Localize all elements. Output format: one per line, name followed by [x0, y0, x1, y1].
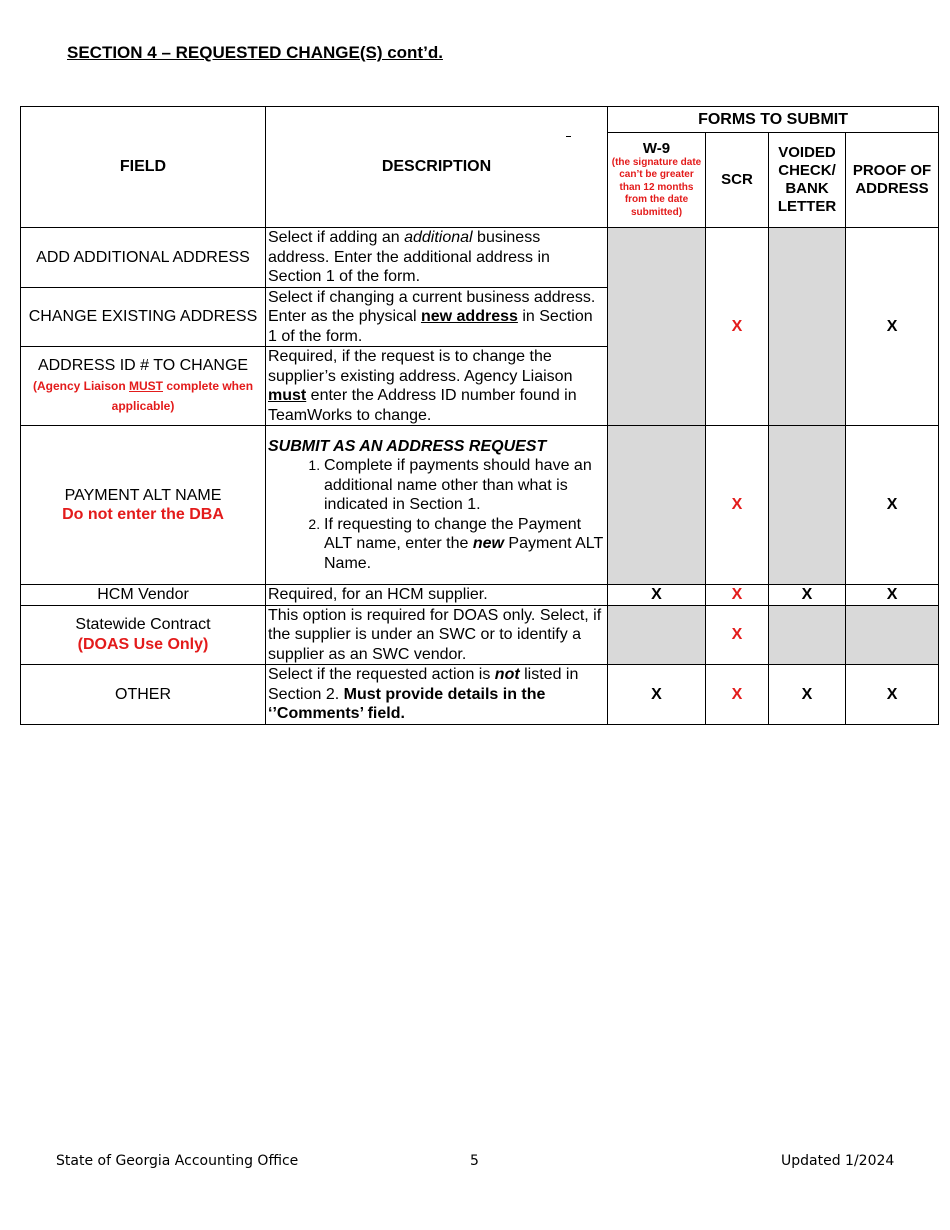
w9-header: [608, 133, 706, 228]
requested-changes-table: [20, 106, 939, 725]
hcm-field: HCM Vendor: [21, 585, 266, 606]
field-header: FIELD: [21, 107, 266, 228]
hcm-description: Required, for an HCM supplier.: [266, 585, 608, 606]
payment-alt-description: [266, 426, 608, 585]
other-field: OTHER: [21, 665, 266, 725]
footer-updated-date: Updated 1/2024: [781, 1153, 895, 1169]
other-voided-mark: X: [769, 665, 846, 725]
payment-alt-step-2-emphasis: new: [472, 535, 504, 553]
add-address-desc-emphasis: additional: [404, 229, 473, 246]
statewide-field-label: Statewide Contract: [75, 616, 211, 634]
statewide-voided-cell: [769, 605, 846, 665]
section-title: SECTION 4 – REQUESTED CHANGE(S) cont’d.: [67, 43, 443, 62]
payment-alt-field-label: PAYMENT ALT NAME: [64, 486, 222, 504]
change-address-desc-text-2: in Section 1 of the form.: [268, 308, 593, 345]
other-description: [266, 665, 608, 725]
address-scr-mark: X: [706, 228, 769, 426]
payment-alt-desc-heading-text: SUBMIT AS AN ADDRESS REQUEST: [268, 437, 547, 455]
statewide-scr-mark: X: [706, 605, 769, 665]
address-id-note-text: (Agency Liaison: [32, 378, 129, 393]
other-scr-mark: X: [706, 665, 769, 725]
payment-alt-voided-cell: [769, 426, 846, 585]
footer-organization: State of Georgia Accounting Office: [56, 1153, 299, 1169]
w9-header-note: (the signature date can’t be greater than 12 months from the date submitted): [611, 156, 702, 218]
payment-alt-step-2: [324, 515, 605, 574]
row-hcm-vendor: [21, 585, 939, 606]
header-row-1: [21, 107, 939, 133]
statewide-description: This option is required for DOAS only. Select, if the supplier is under an SWC or to identify a supplier as an SWC vendor.: [266, 605, 608, 665]
address-id-field-label: ADDRESS ID # TO CHANGE: [37, 357, 249, 375]
hcm-w9-mark: X: [608, 585, 706, 606]
address-w9-cell: [608, 228, 706, 426]
description-header: DESCRIPTION: [266, 107, 608, 228]
other-desc-bold: Must provide details in the ‘’Comments’ field.: [268, 685, 546, 722]
change-address-desc-emphasis: new address: [420, 308, 518, 325]
payment-alt-step-2-text-2: Payment ALT Name.: [324, 535, 603, 572]
address-id-field-note: [23, 376, 263, 416]
payment-alt-steps: [268, 456, 605, 573]
address-voided-cell: [769, 228, 846, 426]
scr-header: SCR: [706, 133, 769, 228]
proof-of-address-header: PROOF OF ADDRESS: [846, 133, 939, 228]
address-id-desc-text-2: enter the Address ID number found in TeamWorks to change.: [268, 387, 577, 424]
address-id-note-emphasis: MUST: [129, 378, 163, 393]
statewide-field-note: (DOAS Use Only): [77, 635, 209, 653]
payment-alt-w9-cell: [608, 426, 706, 585]
payment-alt-field-note: Do not enter the DBA: [62, 506, 224, 523]
add-address-desc-text-2: business address. Enter the additional address in Section 1 of the form.: [268, 229, 550, 285]
add-address-field: ADD ADDITIONAL ADDRESS: [21, 228, 266, 288]
hcm-scr-mark: X: [706, 585, 769, 606]
payment-alt-field: [21, 426, 266, 585]
statewide-w9-cell: [608, 605, 706, 665]
address-proof-mark: X: [846, 228, 939, 426]
payment-alt-proof-mark: X: [846, 426, 939, 585]
add-address-desc-text: Select if adding an: [268, 229, 405, 246]
hcm-proof-mark: X: [846, 585, 939, 606]
row-payment-alt-name: [21, 426, 939, 585]
voided-check-header: VOIDED CHECK/ BANK LETTER: [769, 133, 846, 228]
other-proof-mark: X: [846, 665, 939, 725]
add-address-description: [266, 228, 608, 288]
forms-to-submit-header: FORMS TO SUBMIT: [608, 107, 939, 133]
address-id-desc-text: Required, if the request is to change the supplier’s existing address. Agency Liaison: [268, 348, 573, 385]
address-id-field: [21, 347, 266, 426]
statewide-field: [21, 605, 266, 665]
w9-header-label: W-9: [642, 139, 671, 157]
change-address-field: CHANGE EXISTING ADDRESS: [21, 287, 266, 347]
other-desc-emphasis: not: [494, 666, 520, 683]
payment-alt-scr-mark: X: [706, 426, 769, 585]
address-id-description: [266, 347, 608, 426]
row-statewide-contract: [21, 605, 939, 665]
hcm-voided-mark: X: [769, 585, 846, 606]
change-address-desc-text: Select if changing a current business address. Enter as the physical: [268, 288, 596, 325]
payment-alt-step-1: 1. Complete if payments should have an additional name other than what is indicated in Section 1.: [324, 456, 605, 515]
other-desc-text: Select if the requested action is: [268, 666, 495, 683]
change-address-description: [266, 287, 608, 347]
footer-page-number: 5: [470, 1153, 479, 1169]
row-add-additional-address: [21, 228, 939, 288]
payment-alt-desc-heading: [268, 437, 605, 457]
row-other: [21, 665, 939, 725]
address-id-note-text-2: complete when applicable): [111, 378, 254, 413]
statewide-proof-cell: [846, 605, 939, 665]
payment-alt-step-2-text: If requesting to change the Payment ALT name, enter the: [324, 515, 582, 553]
other-w9-mark: X: [608, 665, 706, 725]
other-desc-text-2: listed in Section 2.: [268, 666, 579, 703]
address-id-desc-emphasis: must: [268, 387, 307, 404]
